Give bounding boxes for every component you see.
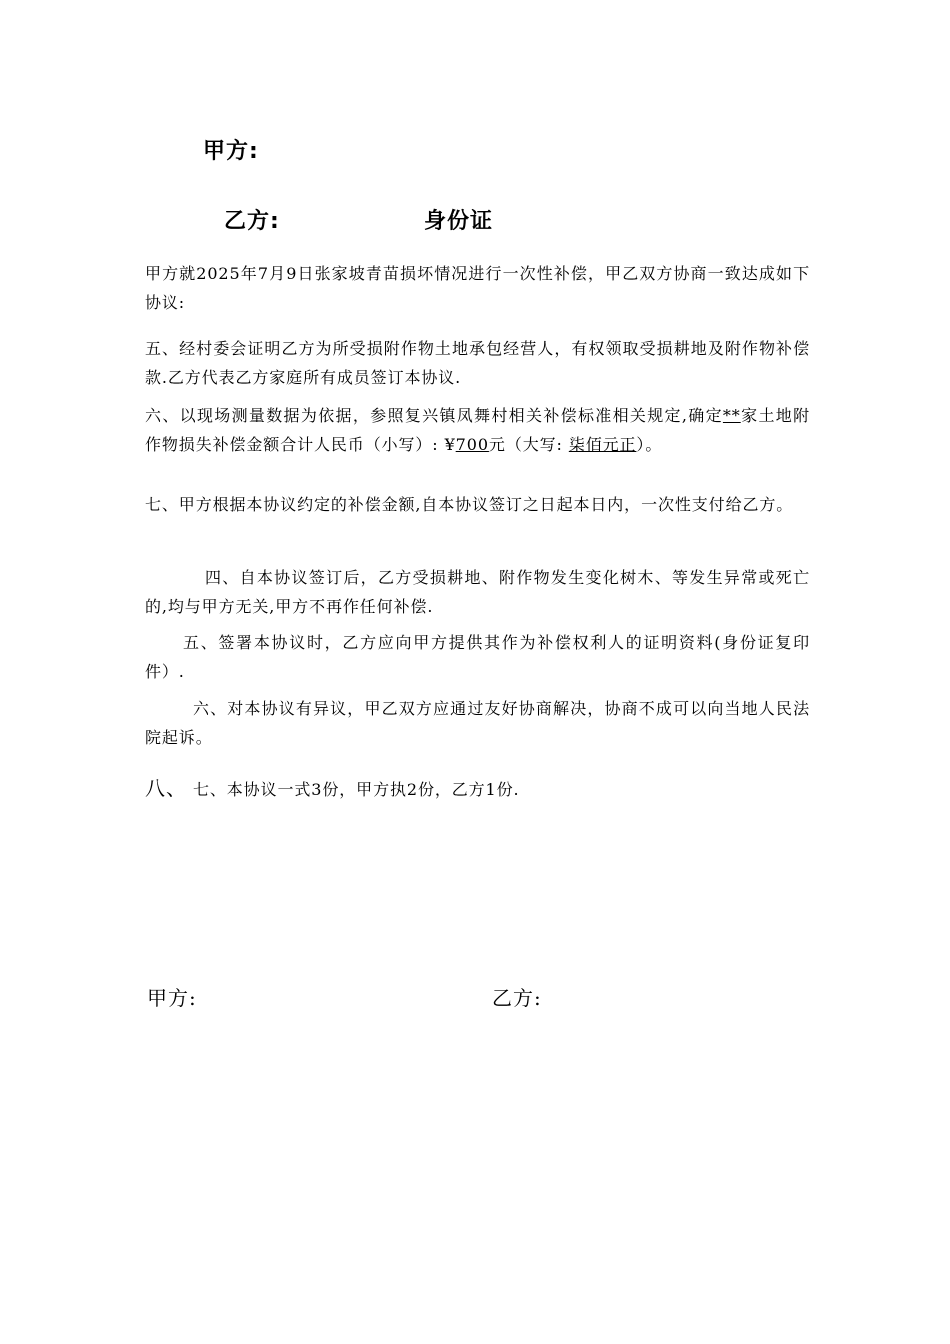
header-party-b-label: 乙方: bbox=[224, 209, 280, 234]
clause-2-name: ** bbox=[722, 406, 741, 425]
clause-2 bbox=[145, 401, 810, 459]
intro-paragraph: 甲方就2025年7月9日张家坡青苗损坏情况进行一次性补偿，甲乙双方协商一致达成如下协议: bbox=[145, 264, 810, 312]
clause-1: 五、经村委会证明乙方为所受损附作物土地承包经营人，有权领取受损耕地及附作物补偿款.乙方代表乙方家庭所有成员签订本协议. bbox=[145, 339, 810, 387]
clause-4: 四、自本协议签订后，乙方受损耕地、附作物发生变化树木、等发生异常或死亡的,均与甲方无关,甲方不再作任何补偿. bbox=[145, 568, 810, 616]
clause-2-prefix: 六、以现场测量数据为依据，参照复兴镇凤舞村相关补偿标准相关规定,确定 bbox=[145, 406, 723, 425]
clause-2-mid2: 元（大写: bbox=[488, 435, 569, 454]
clause-5: 五、签署本协议时，乙方应向甲方提供其作为补偿权利人的证明资料(身份证复印件）. bbox=[145, 633, 810, 681]
clause-2-suffix: ）。 bbox=[636, 435, 663, 454]
clause-6: 六、对本协议有异议，甲乙双方应通过友好协商解决，协商不成可以向当地人民法院起诉。 bbox=[145, 699, 810, 747]
clause-2-mid: 家土地附作物损失补偿金额合计人民币（小写）: ¥ bbox=[145, 406, 810, 454]
clause-3: 七、甲方根据本协议约定的补偿金额,自本协议签订之日起本日内，一次性支付给乙方。 bbox=[145, 495, 794, 514]
clause-7-text: 七、本协议一式3份，甲方执2份，乙方1份. bbox=[187, 780, 520, 799]
header-party-a-label: 甲方: bbox=[203, 139, 259, 164]
header-id-card-label: 身份证 bbox=[424, 209, 494, 234]
clause-2-amount-words: 柒佰元正 bbox=[568, 435, 637, 454]
clause-2-amount: 700 bbox=[455, 435, 489, 454]
clause-7-marker: 八、 bbox=[145, 776, 187, 800]
clause-7 bbox=[145, 774, 810, 804]
signature-party-a: 甲方: bbox=[147, 986, 197, 1010]
signature-party-b: 乙方: bbox=[492, 986, 542, 1010]
